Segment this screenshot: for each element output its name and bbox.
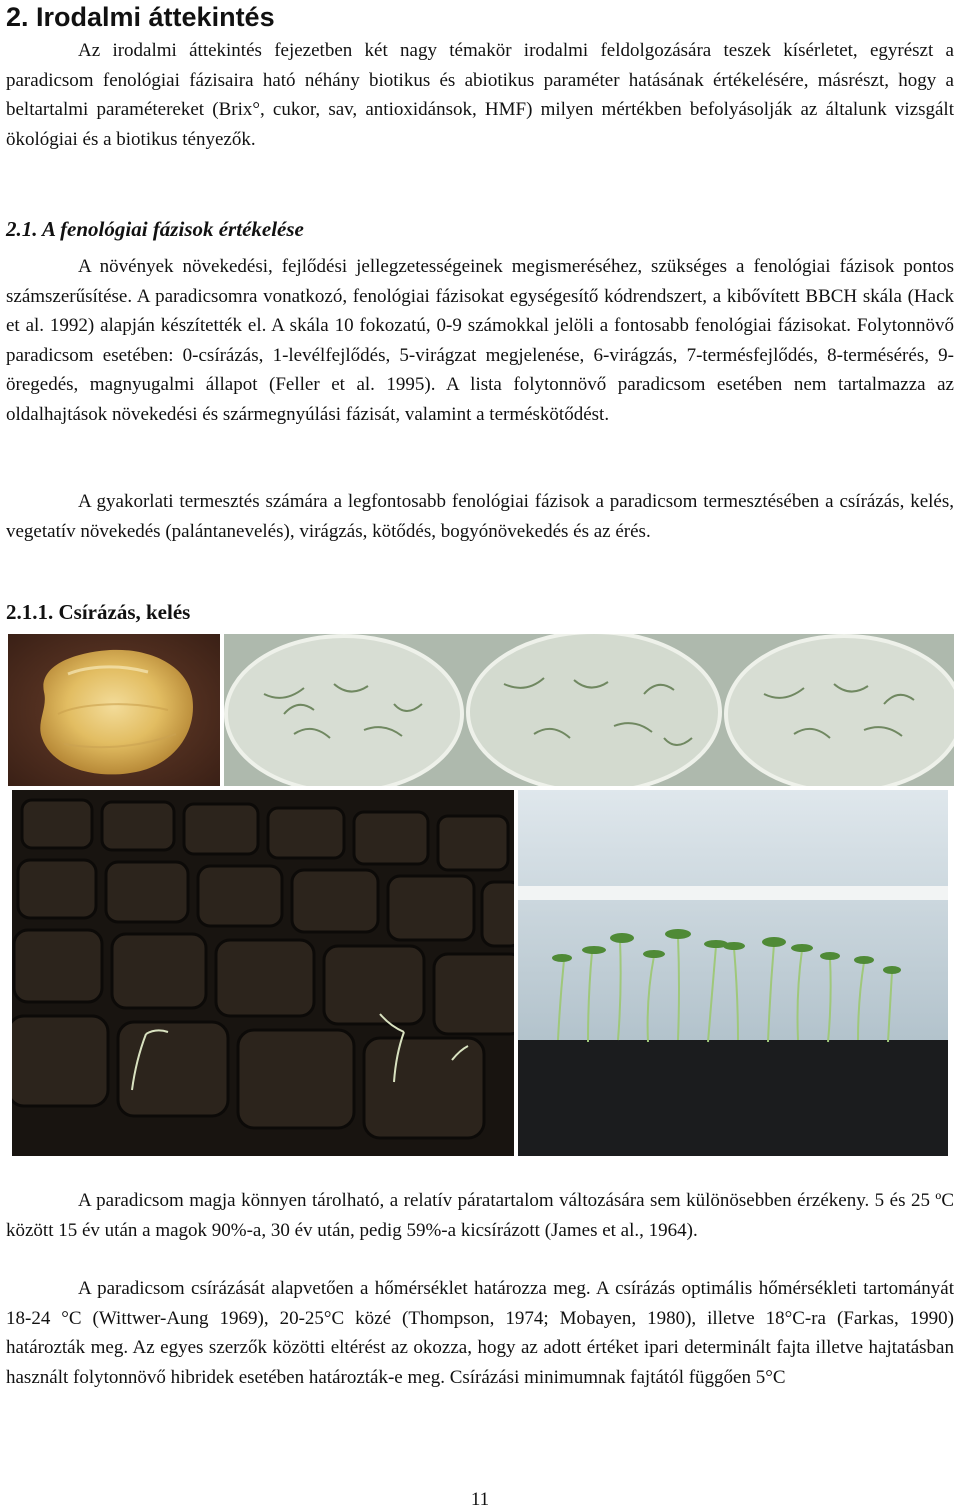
intro-paragraph: Az irodalmi áttekintés fejezetben két nagy témakör irodalmi feldolgozására teszek kísérletet, egyrészt a paradicsom fenológiai fázisaira ható néhány biotikus és abiotikus paraméter hatásának értékelésére, másrészt, hogy a beltartalmi paramétereket (Brix°, cukor, sav, antioxidánsok, HMF) milyen mértékben befolyásolják az általunk vizsgált ökológiai és a biotikus tényezők. xyxy=(6,40,954,150)
tomato-seed-photo xyxy=(8,634,220,786)
subsubsection-title: 2.1.1. Csírázás, kelés xyxy=(6,600,191,624)
seedlings-window-photo xyxy=(518,790,948,1156)
phenology-paragraph-1: A növények növekedési, fejlődési jellegzetességeinek megismeréséhez, szükséges a fenológiai fázisok pontos számszerűsítése. A paradicsomra vonatkozó, fenológiai fázisokat egységesítő kódrendszert, a kibővített BBCH skála (Hack et al. 1992) alapján készítették el. A skála 10 fokozatú, 0-9 számokkal jelöli a fontosabb fenológiai fázisokat. Folytonnövő paradicsom esetében: 0-csírázás, 1-levélfejlődés, 5-virágzat megjelenése, 6-virágzás, 7-termésfejlődés, 8-termésérés, 9-öregedés, magnyugalmi állapot (Feller et al. 1995). A lista folytonnövő paradicsom esetében nem tartalmazza az oldalhajtások növekedési és szármegnyúlási fázisát, valamint a terméskötődést. xyxy=(6,256,954,425)
germination-paragraph-1: A paradicsom magja könnyen tárolható, a relatív páratartalom változására sem különösebben érzékeny. 5 és 25 ºC között 15 év után a magok 90%-a, 30 év után, pedig 59%-a kicsírázott (James et al., 1964). xyxy=(6,1190,954,1241)
section-title: 2. Irodalmi áttekintés xyxy=(6,2,275,32)
subsection-title: 2.1. A fenológiai fázisok értékelése xyxy=(6,217,304,241)
page-number: 11 xyxy=(470,1489,490,1510)
petri-dish-germination-photo xyxy=(224,634,954,786)
germination-paragraph-2: A paradicsom csírázását alapvetően a hőmérséklet határozza meg. A csírázás optimális hőmérsékleti tartományát 18-24 °C (Wittwer-Aung 1969), 20-25°C közé (Thompson, 1974; Mobayen, 1980), illetve 18°C-ra (Farkas, 1990) határozták meg. Az egyes szerzők közötti eltérést az okozza, hogy az adott értéket ipari determinált fajta illetve hajtatásban használt folytonnövő hibridek esetében határozták-e meg. Csírázási minimumnak fajtától függően 5°C xyxy=(6,1278,954,1388)
seedling-tray-soil-photo xyxy=(12,790,514,1156)
phenology-paragraph-2: A gyakorlati termesztés számára a legfontosabb fenológiai fázisok a paradicsom termesztésében a csírázás, kelés, vegetatív növekedés (palántanevelés), virágzás, kötődés, bogyónövekedés és az érés. xyxy=(6,491,954,542)
